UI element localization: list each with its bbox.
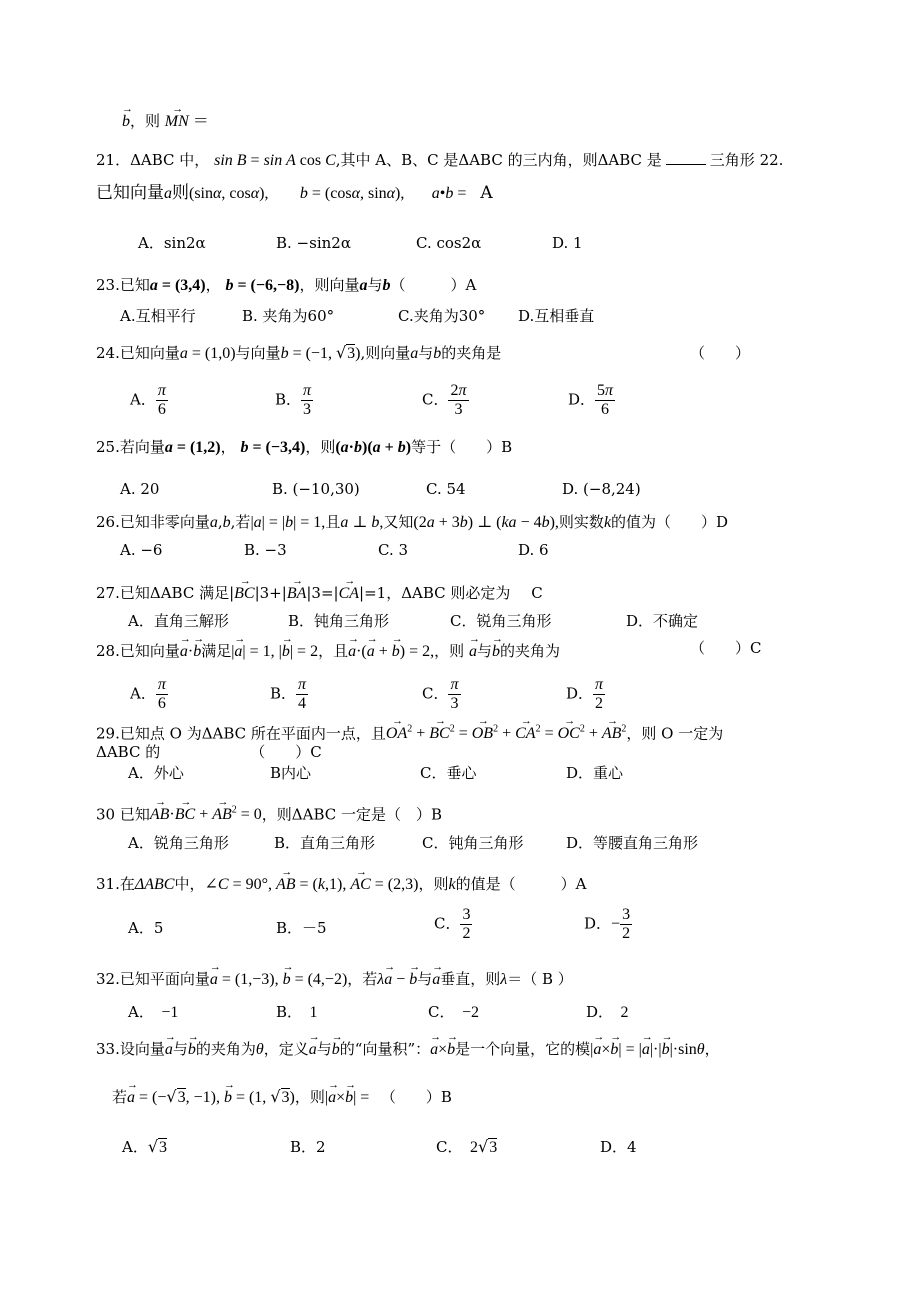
q30-option-d[interactable]: D．等腰直角三角形 (566, 834, 699, 852)
question-24: 24.已知向量a = (1,0)与向量b = (−1, √3),则向量a与b的夹角是 （ ） (96, 343, 751, 362)
question-22: 已知向量a则(sinα, cosα), b = (cosα, sinα), a•b = A (96, 183, 493, 203)
q24-option-c[interactable]: C． $\frac{2\pi}{3}$ (422, 382, 467, 418)
q31-option-b[interactable]: B．－5 (276, 919, 327, 937)
q26-option-b[interactable]: B. −3 (244, 541, 287, 559)
q30-option-b[interactable]: B．直角三角形 (274, 834, 376, 852)
q28-option-a[interactable]: A． $\frac{\pi}{6}$ (130, 676, 166, 712)
q33-option-b[interactable]: B．2 (290, 1138, 326, 1156)
q32-option-d[interactable]: D． 2 (586, 1003, 629, 1021)
q22-option-d[interactable]: D. 1 (552, 234, 583, 252)
q33-option-c[interactable]: C． 2√3 (436, 1137, 498, 1156)
question-31: 31.在ΔABC中，∠C = 90°, → AB = (k,1), → AC = (2,3)，则k的值是（ ）A (96, 871, 860, 895)
q26-option-c[interactable]: C. 3 (378, 541, 409, 559)
q24-option-b[interactable]: B． $\frac{\pi}{3}$ (275, 382, 312, 418)
question-28: 28.已知向量→ a·→ b满足|→ a| = 1, |→ b| = 2，且→ a·(→ a + → b) = 2,，则 → a与→ b的夹角为 （ ）C (96, 638, 860, 662)
q23-option-a[interactable]: A.互相平行 (120, 307, 196, 325)
q25-option-a[interactable]: A. 20 (120, 480, 160, 498)
q32-option-b[interactable]: B． 1 (276, 1003, 318, 1021)
q28-option-b[interactable]: B． $\frac{\pi}{4}$ (270, 676, 307, 712)
q30-option-c[interactable]: C．钝角三角形 (422, 834, 524, 852)
q22-option-c[interactable]: C. cos2α (416, 234, 482, 252)
q32-option-c[interactable]: C． −2 (428, 1003, 480, 1021)
q27-option-c[interactable]: C．锐角三角形 (450, 612, 552, 630)
vector-mn: → MN (165, 108, 189, 132)
question-27: 27.已知ΔABC 满足|→ BC|3+|→ BA|3=|→ CA|=1，ΔABC 则必定为 C (96, 580, 860, 604)
question-25: 25.若向量a = (1,2)， b = (−3,4)，则(a·b)(a + b)等于（ ）B (96, 438, 513, 456)
q23-option-d[interactable]: D.互相垂直 (518, 307, 595, 325)
q25-option-b[interactable]: B. (−10,30) (272, 480, 360, 498)
q33-option-d[interactable]: D．4 (600, 1138, 637, 1156)
q31-option-c[interactable]: C． $\frac{3}{2}$ (434, 906, 471, 942)
q25-option-d[interactable]: D. (−8,24) (562, 480, 641, 498)
q32-option-a[interactable]: A． −1 (128, 1003, 179, 1021)
q30-option-a[interactable]: A．锐角三角形 (128, 834, 229, 852)
q26-option-a[interactable]: A. −6 (120, 541, 163, 559)
q31-option-a[interactable]: A．5 (128, 919, 164, 937)
q27-option-a[interactable]: A．直角三解形 (128, 612, 229, 630)
question-33: 33.设向量→ a与→ b的夹角为θ，定义→ a与→ b的“向量积”：→ a×→ b是一个向量，它的模|→ a×→ b| = |→ a|·|→ b|·sinθ， (96, 1036, 860, 1060)
q29-option-d[interactable]: D．重心 (566, 764, 624, 782)
q24-option-d[interactable]: D． $\frac{5\pi}{6}$ (568, 382, 614, 418)
q24-option-a[interactable]: A． $\frac{\pi}{6}$ (130, 382, 166, 418)
question-32: 32.已知平面向量→ a = (1,−3), → b = (4,−2)，若λ→ a − → b与→ a垂直，则λ＝（ B ） (96, 966, 860, 990)
question-33-cont: 若→ a = (−√3, −1), → b = (1, √3)，则|→ a×→ b| = （ ）B (112, 1084, 860, 1108)
question-29-cont: ΔABC 的 （ ）C (96, 743, 322, 761)
q25-option-c[interactable]: C. 54 (426, 480, 466, 498)
q27-option-b[interactable]: B．钝角三角形 (288, 612, 390, 630)
q28-option-d[interactable]: D． $\frac{\pi}{2}$ (566, 676, 604, 712)
q22-option-b[interactable]: B. −sin2α (276, 234, 351, 252)
q27-option-d[interactable]: D．不确定 (626, 612, 699, 630)
vector-b: → b (122, 108, 130, 132)
q23-option-c[interactable]: C.夹角为30° (398, 307, 486, 325)
question-26: 26.已知非零向量a,b,若|a| = |b| = 1,且a ⊥ b,又知(2a + 3b) ⊥ (ka − 4b),则实数k的值为（ ）D (96, 513, 729, 531)
q28-option-c[interactable]: C． $\frac{\pi}{3}$ (422, 676, 459, 712)
question-23: 23.已知a = (3,4)， b = (−6,−8)，则向量a与b（ ）A (96, 276, 477, 294)
intro-line: → b，则 → MN ＝ (122, 108, 860, 132)
question-29: 29.已知点 O 为ΔABC 所在平面内一点，且→ $OA^2$ + → $BC^2$ = → $OB^2$ + → $CA^2$ = → $OC^2$ + → $AB^2$，则 O 一定为 (96, 720, 860, 744)
q29-option-a[interactable]: A．外心 (128, 764, 184, 782)
q33-option-a[interactable]: A．√3 (122, 1137, 168, 1156)
q26-option-d[interactable]: D. 6 (518, 541, 549, 559)
q22-option-a[interactable]: A．sin2α (138, 234, 206, 252)
answer-blank[interactable] (666, 164, 706, 165)
q31-option-d[interactable]: D．− $\frac{3}{2}$ (584, 906, 631, 942)
q29-option-c[interactable]: C．垂心 (420, 764, 477, 782)
question-30: 30 已知→ AB·→ BC + → $AB^2 = 0$，则ΔABC 一定是（ ）B (96, 801, 860, 825)
q23-option-b[interactable]: B. 夹角为60° (242, 307, 335, 325)
q29-option-b[interactable]: B内心 (270, 764, 312, 782)
question-21: 21．ΔABC 中， sin B = sin A cos C,其中 A、B、C 是ΔABC 的三内角，则ΔABC 是 三角形 22. (96, 151, 784, 169)
